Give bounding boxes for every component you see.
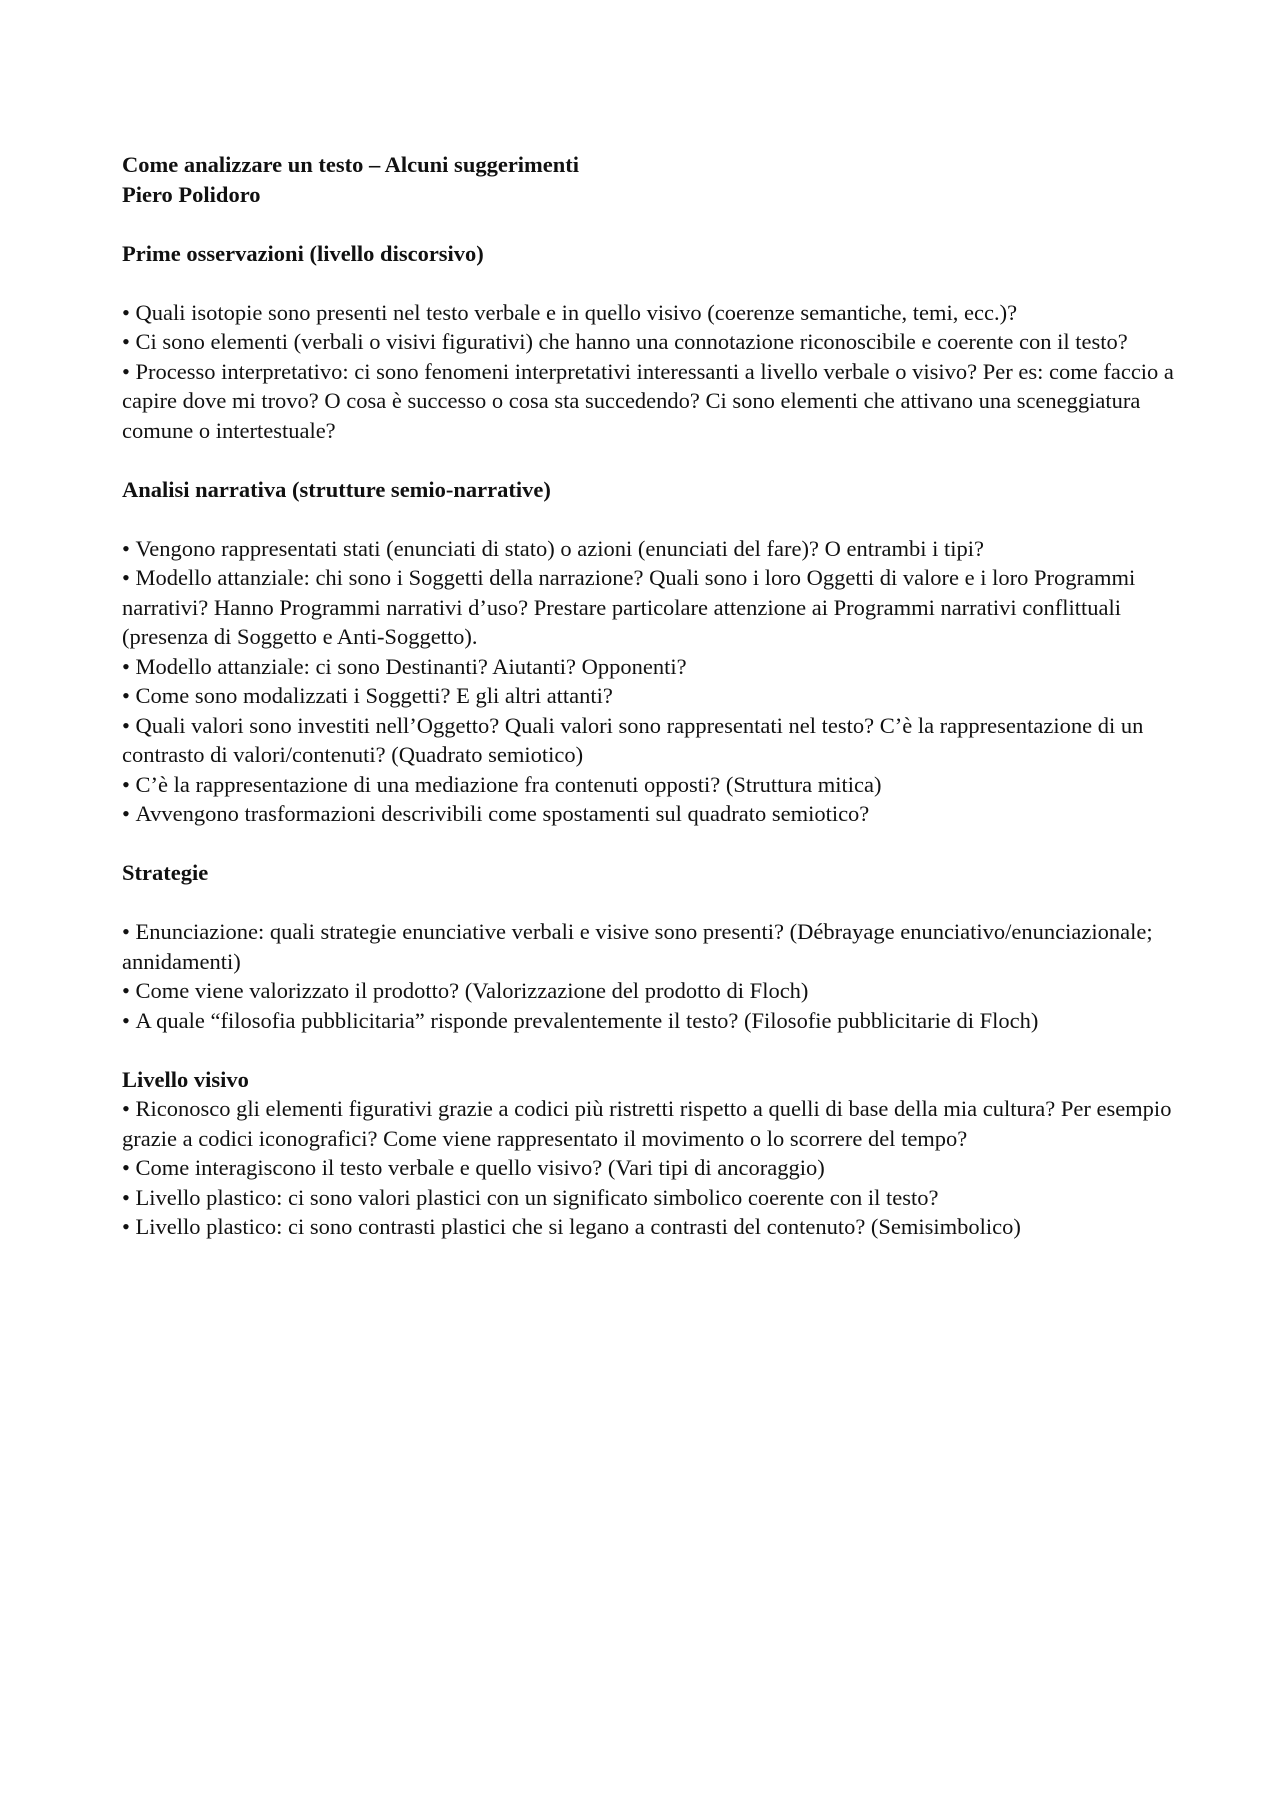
list-item-text: Come viene valorizzato il prodotto? (Valorizzazione del prodotto di Floch) xyxy=(135,978,809,1003)
list-item xyxy=(122,298,1182,328)
section-heading-strategie: Strategie xyxy=(122,860,209,885)
list-item-text: A quale “filosofia pubblicitaria” risponde prevalentemente il testo? (Filosofie pubblicitarie di Floch) xyxy=(135,1007,1039,1033)
list-item-text: Ci sono elementi (verbali o visivi figurativi) che hanno una connotazione riconoscibile e coerente con il testo? xyxy=(135,329,1128,354)
list-item-text: Come interagiscono il testo verbale e quello visivo? (Vari tipi di ancoraggio) xyxy=(135,1155,825,1180)
document-body xyxy=(122,150,1182,1242)
bullet-icon: • xyxy=(122,1214,130,1239)
bullet-icon: • xyxy=(122,329,130,354)
list-item-text: Modello attanziale: chi sono i Soggetti della narrazione? Quali sono i loro Oggetti di valore e i loro Programmi narrativi? Hanno Programmi narrativi d’uso? Prestare particolare attenzione ai Programmi narrativi conflittuali (presenza di Soggetto e Anti-Soggetto). xyxy=(122,565,1136,649)
bullet-icon: • xyxy=(122,535,130,561)
list-item xyxy=(122,1006,1182,1036)
section-heading-livello-visivo: Livello visivo xyxy=(122,1066,249,1092)
list-item-text: Modello attanziale: ci sono Destinanti? Aiutanti? Opponenti? xyxy=(135,653,687,679)
bullet-icon: • xyxy=(122,565,130,590)
bullet-icon: • xyxy=(122,1184,130,1210)
document-author: Piero Polidoro xyxy=(122,181,261,207)
list-item xyxy=(122,917,1182,976)
list-item-text: Vengono rappresentati stati (enunciati di stato) o azioni (enunciati del fare)? O entrambi i tipi? xyxy=(135,535,984,561)
list-item xyxy=(122,1094,1182,1153)
section-heading-prime-osservazioni: Prime osservazioni (livello discorsivo) xyxy=(122,240,484,266)
bullet-icon: • xyxy=(122,712,130,738)
bullet-icon: • xyxy=(122,801,130,826)
bullet-list-prime-osservazioni xyxy=(122,298,1182,446)
list-item-text: Livello plastico: ci sono contrasti plastici che si legano a contrasti del contenuto? (Semisimbolico) xyxy=(135,1214,1021,1239)
list-item xyxy=(122,976,1182,1006)
list-item xyxy=(122,534,1182,564)
document-title: Come analizzare un testo – Alcuni suggerimenti xyxy=(122,152,580,177)
bullet-icon: • xyxy=(122,299,130,325)
list-item-text: Processo interpretativo: ci sono fenomeni interpretativi interessanti a livello verbale o visivo? Per es: come faccio a capire dove mi trovo? O cosa è successo o cosa sta succedendo? Ci sono elementi che attivano una sceneggiatura comune o intertestuale? xyxy=(122,358,1174,443)
list-item-text: Livello plastico: ci sono valori plastici con un significato simbolico coerente con il testo? xyxy=(135,1184,939,1210)
spacer xyxy=(122,1035,1182,1065)
list-item xyxy=(122,799,1182,829)
list-item-text: Riconosco gli elementi figurativi grazie a codici più ristretti rispetto a quelli di base della mia cultura? Per esempio grazie a codici iconografici? Come viene rappresentato il movimento o lo scorrere del tempo? xyxy=(122,1096,1172,1151)
list-item xyxy=(122,681,1182,711)
bullet-icon: • xyxy=(122,1007,130,1033)
bullet-icon: • xyxy=(122,358,130,384)
spacer xyxy=(122,268,1182,298)
bullet-list-analisi-narrativa xyxy=(122,534,1182,829)
list-item-text: Enunciazione: quali strategie enunciative verbali e visive sono presenti? (Débrayage enunciativo/enunciazionale; annidamenti) xyxy=(122,919,1153,974)
bullet-icon: • xyxy=(122,1096,130,1121)
bullet-icon: • xyxy=(122,1155,130,1180)
list-item-text: Quali isotopie sono presenti nel testo verbale e in quello visivo (coerenze semantiche, temi, ecc.)? xyxy=(135,299,1018,325)
list-item xyxy=(122,652,1182,682)
list-item xyxy=(122,1153,1182,1183)
bullet-icon: • xyxy=(122,771,130,797)
bullet-icon: • xyxy=(122,978,130,1003)
spacer xyxy=(122,445,1182,475)
list-item xyxy=(122,711,1182,770)
bullet-icon: • xyxy=(122,683,130,708)
bullet-icon: • xyxy=(122,653,130,679)
list-item xyxy=(122,770,1182,800)
list-item xyxy=(122,357,1182,446)
list-item-text: Avvengono trasformazioni descrivibili come spostamenti sul quadrato semiotico? xyxy=(135,801,870,826)
list-item xyxy=(122,1212,1182,1242)
spacer xyxy=(122,504,1182,534)
bullet-list-livello-visivo xyxy=(122,1094,1182,1242)
list-item-text: Quali valori sono investiti nell’Oggetto? Quali valori sono rappresentati nel testo? C’è la rappresentazione di un contrasto di valori/contenuti? (Quadrato semiotico) xyxy=(122,712,1144,767)
list-item-text: Come sono modalizzati i Soggetti? E gli altri attanti? xyxy=(135,683,613,708)
spacer xyxy=(122,209,1182,239)
section-heading-analisi-narrativa: Analisi narrativa (strutture semio-narrative) xyxy=(122,476,551,502)
bullet-list-strategie xyxy=(122,917,1182,1035)
list-item-text: C’è la rappresentazione di una mediazione fra contenuti opposti? (Struttura mitica) xyxy=(135,771,882,797)
list-item xyxy=(122,563,1182,652)
list-item xyxy=(122,327,1182,357)
list-item xyxy=(122,1183,1182,1213)
spacer xyxy=(122,888,1182,918)
bullet-icon: • xyxy=(122,919,130,944)
spacer xyxy=(122,829,1182,859)
